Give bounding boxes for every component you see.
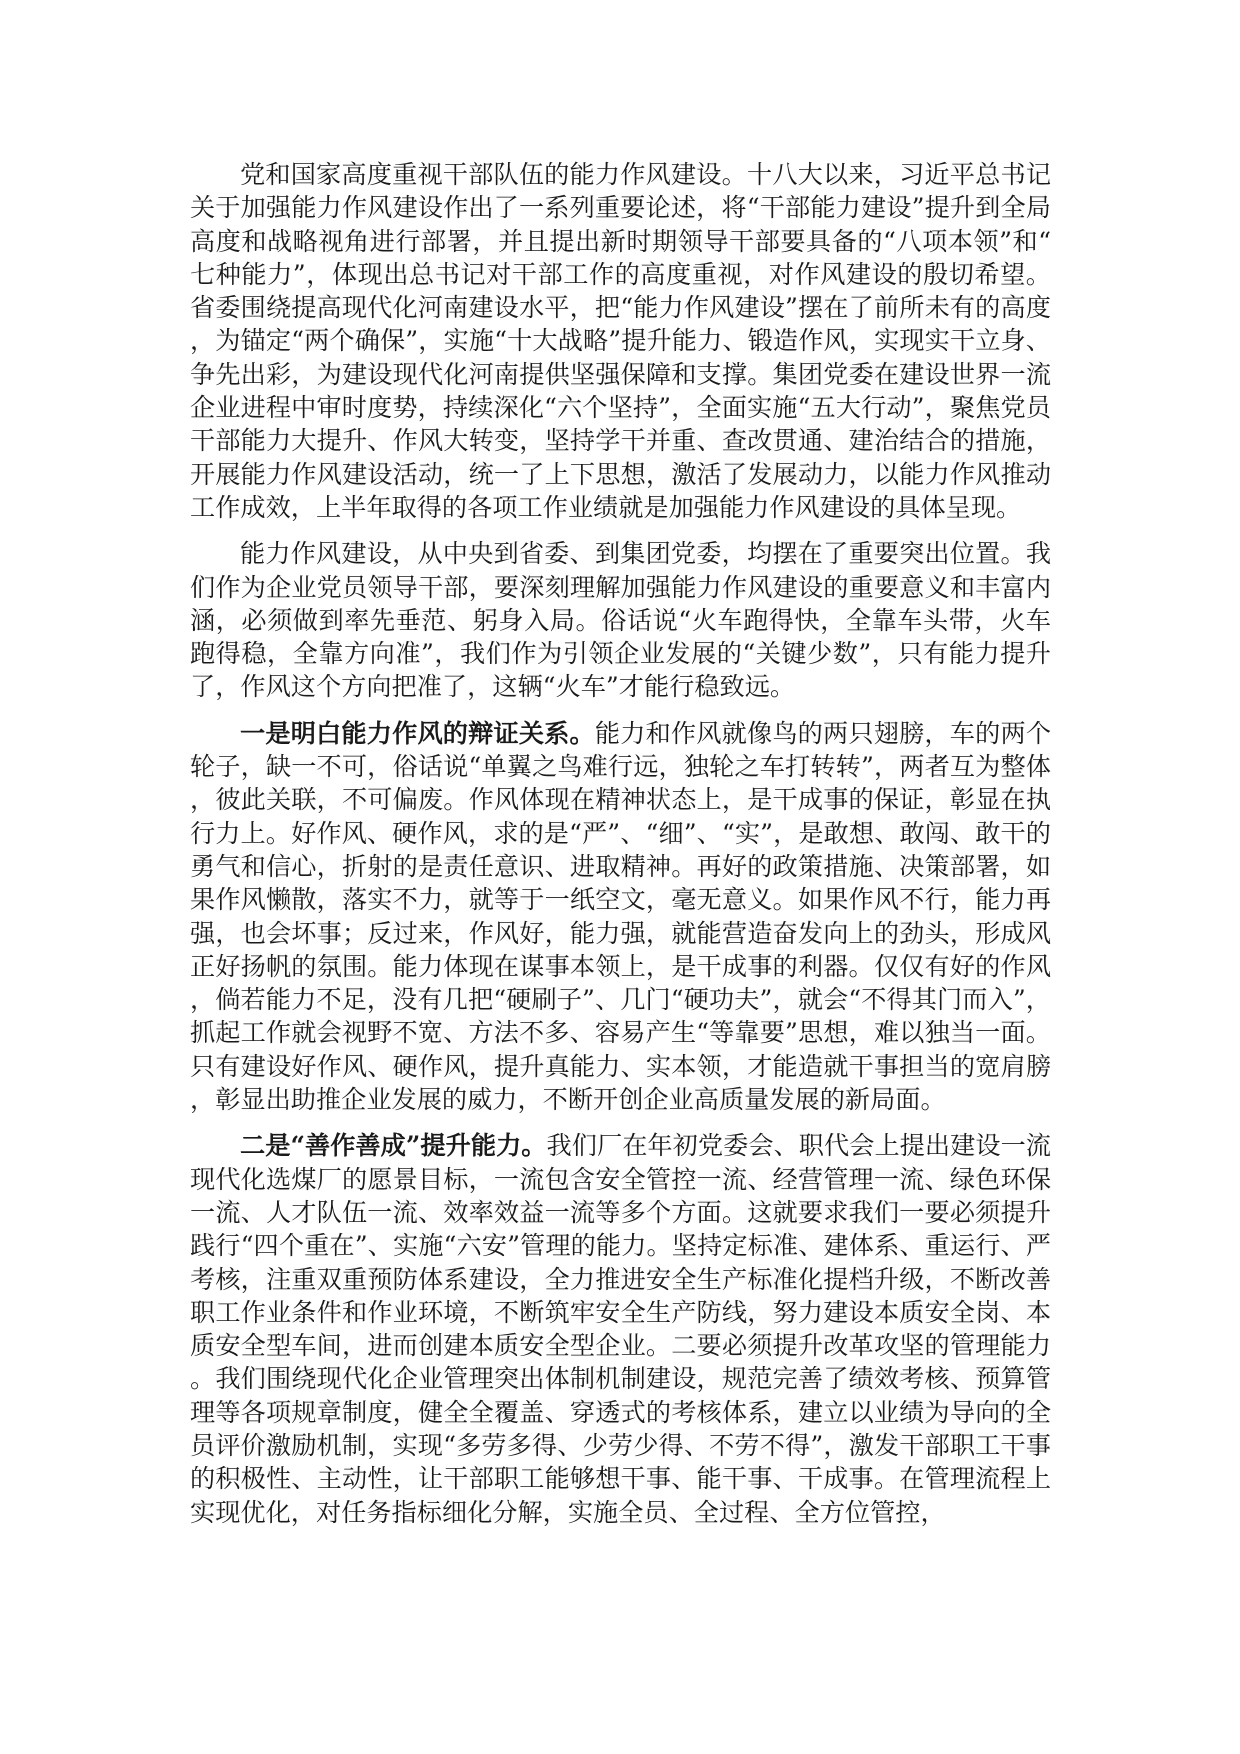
- paragraph-text: 党和国家高度重视干部队伍的能力作风建设。十八大以来，习近平总书记关于加强能力作风建设作出了一系列重要论述，将“干部能力建设”提升到全局高度和战略视角进行部署，并且提出新时期领导干部要具备的“八项本领”和“七种能力”，体现出总书记对干部工作的高度重视，对作风建设的殷切希望。省委围绕提高现代化河南建设水平，把“能力作风建设”摆在了前所未有的高度，为锚定“两个确保”，实施“十大战略”提升能力、锻造作风，实现实干立身、争先出彩，为建设现代化河南提供坚强保障和支撑。集团党委在建设世界一流企业进程中审时度势，持续深化“六个坚持”，全面实施“五大行动”，聚焦党员干部能力大提升、作风大转变，坚持学干并重、查改贯通、建治结合的措施，开展能力作风建设活动，统一了上下思想，激活了发展动力，以能力作风推动工作成效，上半年取得的各项工作业绩就是加强能力作风建设的具体呈现。: [190, 160, 1051, 522]
- paragraph-lead: 二是“善作善成”提升能力。: [240, 1130, 547, 1161]
- paragraph-intro: [190, 158, 1051, 524]
- document-body: [190, 158, 1051, 1542]
- paragraph-text: 能力作风建设，从中央到省委、到集团党委，均摆在了重要突出位置。我们作为企业党员领导干部，要深刻理解加强能力作风建设的重要意义和丰富内涵，必须做到率先垂范、躬身入局。俗话说“火车跑得快，全靠车头带，火车跑得稳，全靠方向准”，我们作为引领企业发展的“关键少数”，只有能力提升了，作风这个方向把准了，这辆“火车”才能行稳致远。: [190, 539, 1051, 702]
- paragraph-point-two: [190, 1129, 1051, 1529]
- paragraph-lead: 一是明白能力作风的辩证关系。: [240, 717, 595, 748]
- paragraph-point-one: [190, 717, 1051, 1117]
- paragraph-significance: [190, 537, 1051, 703]
- paragraph-text: 能力和作风就像鸟的两只翅膀，车的两个轮子，缺一不可，俗话说“单翼之鸟难行远，独轮之车打转转”，两者互为整体，彼此关联，不可偏废。作风体现在精神状态上，是干成事的保证，彰显在执行力上。好作风、硬作风，求的是“严”、“细”、“实”，是敢想、敢闯、敢干的勇气和信心，折射的是责任意识、进取精神。再好的政策措施、决策部署，如果作风懒散，落实不力，就等于一纸空文，毫无意义。如果作风不行，能力再强，也会坏事；反过来，作风好，能力强，就能营造奋发向上的劲头，形成风正好扬帆的氛围。能力体现在谋事本领上，是干成事的利器。仅仅有好的作风，倘若能力不足，没有几把“硬刷子”、几门“硬功夫”，就会“不得其门而入”，抓起工作就会视野不宽、方法不多、容易产生“等靠要”思想，难以独当一面。只有建设好作风、硬作风，提升真能力、实本领，才能造就干事担当的宽肩膀，彰显出助推企业发展的威力，不断开创企业高质量发展的新局面。: [190, 718, 1052, 1115]
- paragraph-text: 我们厂在年初党委会、职代会上提出建设一流现代化选煤厂的愿景目标，一流包含安全管控一流、经营管理一流、绿色环保一流、人才队伍一流、效率效益一流等多个方面。这就要求我们一要必须提升践行“四个重在”、实施“六安”管理的能力。坚持定标准、建体系、重运行、严考核，注重双重预防体系建设，全力推进安全生产标准化提档升级，不断改善职工作业条件和作业环境，不断筑牢安全生产防线，努力建设本质安全岗、本质安全型车间，进而创建本质安全型企业。二要必须提升改革攻坚的管理能力。我们围绕现代化企业管理突出体制机制建设，规范完善了绩效考核、预算管理等各项规章制度，健全全覆盖、穿透式的考核体系，建立以业绩为导向的全员评价激励机制，实现“多劳多得、少劳少得、不劳不得”，激发干部职工干事的积极性、主动性，让干部职工能够想干事、能干事、干成事。在管理流程上实现优化，对任务指标细化分解，实施全员、全过程、全方位管控，: [190, 1131, 1051, 1527]
